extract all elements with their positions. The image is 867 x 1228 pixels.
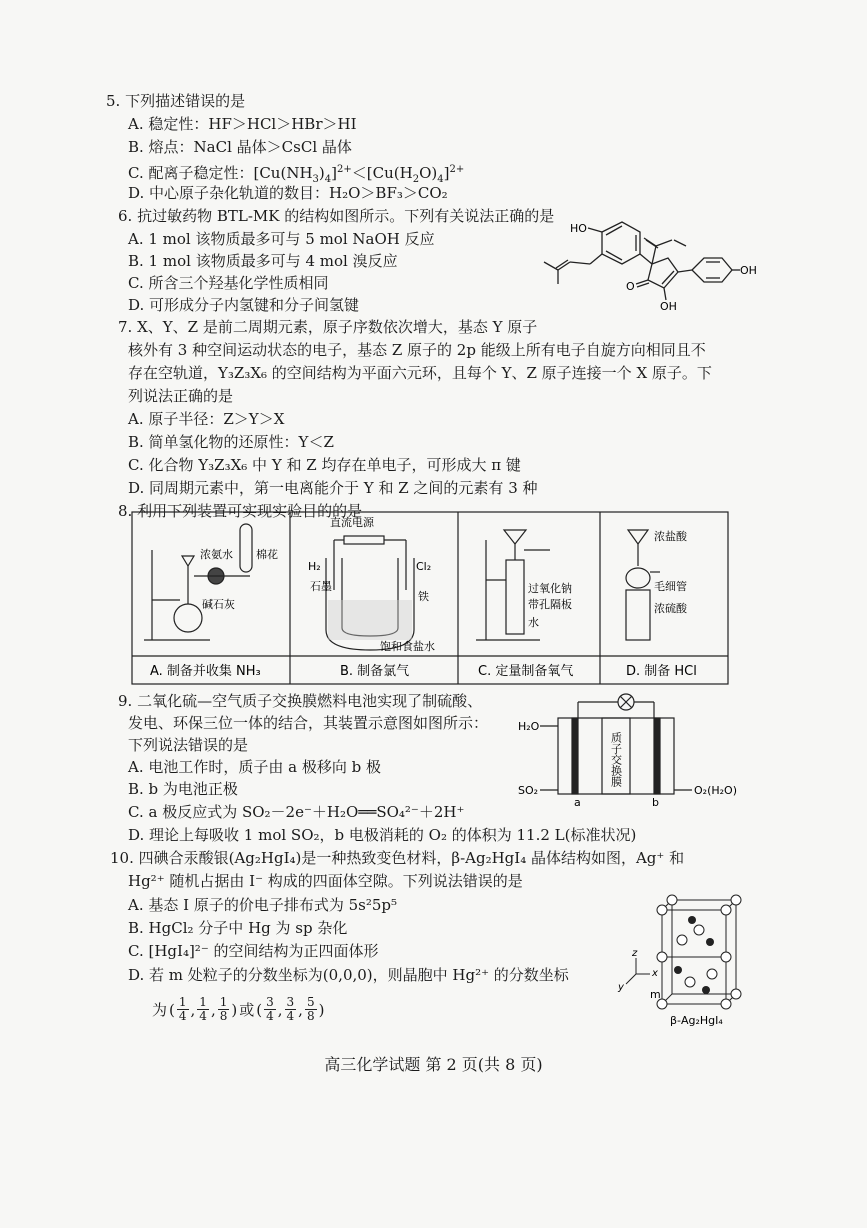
q8-stem: 8. 利用下列装置可实现实验目的的是: [118, 502, 363, 520]
crystal-cell: [612, 890, 752, 1030]
q7-stem-1: 7. X、Y、Z 是前二周期元素，原子序数依次增大，基态 Y 原子: [118, 318, 538, 336]
q10-stem-1: 10. 四碘合汞酸银(Ag₂HgI₄)是一种热致变色材料，β-Ag₂HgI₄ 晶体结构如图，Ag⁺ 和: [110, 849, 685, 867]
q10-option-b[interactable]: B. HgCl₂ 分子中 Hg 为 sp 杂化: [128, 919, 348, 937]
label-peroxide: 过氧化钠: [528, 582, 572, 595]
label-iron: 铁: [418, 590, 429, 603]
caption-d: D. 制备 HCl: [626, 664, 697, 679]
label-ammonia: 浓氨水: [200, 548, 233, 561]
q10-option-d-coords: 为 ( 1 4 , 1 4 , 1 8 ) 或 ( 3 4 , 3 4 , 5 8 ): [152, 995, 325, 1023]
q9-option-c[interactable]: C. a 极反应式为 SO₂－2e⁻＋H₂O══SO₄²⁻＋2H⁺: [128, 803, 465, 821]
q10-option-c[interactable]: C. [HgI₄]²⁻ 的空间结构为正四面体形: [128, 942, 379, 960]
label-b: b: [652, 796, 659, 809]
label-water: 水: [528, 616, 539, 629]
q5-option-d[interactable]: D. 中心原子杂化轨道的数目：H₂O＞BF₃＞CO₂: [128, 184, 448, 202]
fuel-cell-diagram: [512, 688, 752, 812]
axis-z: z: [632, 948, 638, 959]
q10-stem-2: Hg²⁺ 随机占据由 I⁻ 构成的四面体空隙。下列说法错误的是: [128, 872, 523, 890]
label-o2: O₂(H₂O): [694, 784, 737, 797]
label-brine: 饱和食盐水: [380, 640, 435, 653]
label-graphite: 石墨: [310, 580, 332, 593]
q9-option-b[interactable]: B. b 为电池正极: [128, 780, 238, 798]
label-membrane: 质子交换膜: [609, 732, 623, 787]
label-h2: H₂: [308, 560, 321, 573]
axis-x: x: [652, 968, 658, 979]
label-capillary: 毛细管: [654, 580, 687, 593]
q7-stem-3: 存在空轨道，Y₃Z₃X₆ 的空间结构为平面六元环，且每个 Y、Z 原子连接一个 X 原子。下: [128, 364, 712, 382]
q10-option-a[interactable]: A. 基态 I 原子的价电子排布式为 5s²5p⁵: [128, 896, 398, 914]
q6-option-d[interactable]: D. 可形成分子内氢键和分子间氢键: [128, 296, 360, 314]
q7-stem-4: 列说法正确的是: [128, 387, 234, 405]
caption-b: B. 制备氯气: [340, 664, 410, 679]
q9-option-d[interactable]: D. 理论上每吸收 1 mol SO₂，b 电极消耗的 O₂ 的体积为 11.2 L(标准状况): [128, 826, 637, 844]
label-h2o: H₂O: [518, 720, 540, 733]
apparatus-a: [144, 524, 252, 640]
label-a: a: [574, 796, 581, 809]
q7-option-d[interactable]: D. 同周期元素中，第一电离能介于 Y 和 Z 之间的元素有 3 种: [128, 479, 538, 497]
caption-c: C. 定量制备氧气: [478, 664, 574, 679]
q10-option-d[interactable]: D. 若 m 处粒子的分数坐标为(0,0,0)，则晶胞中 Hg²⁺ 的分数坐标: [128, 966, 569, 984]
q6-option-a[interactable]: A. 1 mol 该物质最多可与 5 mol NaOH 反应: [128, 230, 435, 248]
oh-label-1: OH: [740, 264, 757, 277]
q8-apparatus-table: [130, 510, 730, 688]
label-so2: SO₂: [518, 784, 539, 797]
page-footer: 高三化学试题 第 2 页(共 8 页): [324, 1055, 543, 1074]
q5-stem: 5. 下列描述错误的是: [106, 92, 246, 110]
label-cl2: Cl₂: [416, 560, 432, 573]
caption-a: A. 制备并收集 NH₃: [150, 664, 261, 679]
q7-stem-2: 核外有 3 种空间运动状态的电子，基态 Z 原子的 2p 能级上所有电子自旋方向相同且不: [128, 341, 706, 359]
label-m: m: [650, 988, 661, 1001]
q5-option-c[interactable]: C. 配离子稳定性：$[Cu(NH_3)_4]^{2+}<[Cu(H_2O)_4]^{2+}$: [128, 164, 465, 185]
q6-stem: 6. 抗过敏药物 BTL-MK 的结构如图所示。下列有关说法正确的是: [118, 207, 555, 225]
label-h2so4: 浓硫酸: [654, 602, 687, 615]
q7-option-c[interactable]: C. 化合物 Y₃Z₃X₆ 中 Y 和 Z 均存在单电子，可形成大 π 键: [128, 456, 521, 474]
q6-option-c[interactable]: C. 所含三个羟基化学性质相同: [128, 274, 329, 292]
label-hcl: 浓盐酸: [654, 530, 687, 543]
q7-option-b[interactable]: B. 简单氢化物的还原性：Y＜Z: [128, 433, 334, 451]
q9-option-a[interactable]: A. 电池工作时，质子由 a 极移向 b 极: [128, 758, 381, 776]
q9-stem-1: 9. 二氧化硫—空气质子交换膜燃料电池实现了制硫酸、: [118, 692, 483, 710]
q7-option-a[interactable]: A. 原子半径：Z＞Y＞X: [128, 410, 285, 428]
label-cotton: 棉花: [256, 548, 278, 561]
crystal-label: β-Ag₂HgI₄: [670, 1014, 723, 1027]
q9-stem-2: 发电、环保三位一体的结合，其装置示意图如图所示：: [128, 714, 489, 732]
label-lime: 碱石灰: [202, 598, 235, 611]
o-label: O: [626, 280, 635, 293]
oh-label-2: OH: [660, 300, 677, 313]
q5-option-b[interactable]: B. 熔点：NaCl 晶体＞CsCl 晶体: [128, 138, 352, 156]
btl-mk-structure: [540, 210, 760, 320]
label-plate: 带孔隔板: [528, 598, 572, 611]
axis-y: y: [618, 982, 624, 993]
q9-stem-3: 下列说法错误的是: [128, 736, 249, 754]
label-power: 直流电源: [330, 516, 374, 529]
q6-option-b[interactable]: B. 1 mol 该物质最多可与 4 mol 溴反应: [128, 252, 398, 270]
q5-option-a[interactable]: A. 稳定性：HF＞HCl＞HBr＞HI: [128, 115, 357, 133]
ho-label: HO: [570, 222, 587, 235]
